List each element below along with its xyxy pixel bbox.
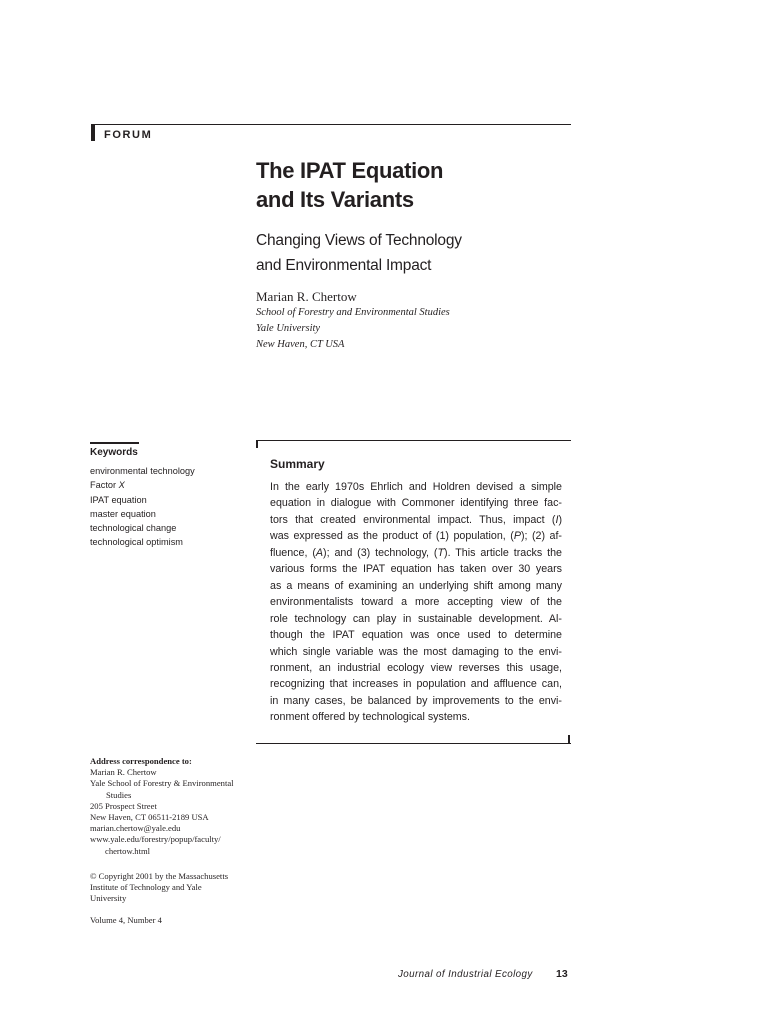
footer-journal-name: Journal of Industrial Ecology [398,969,533,980]
summary-heading: Summary [270,457,325,471]
title-line: The IPAT Equation [256,158,444,183]
page-number: 13 [556,968,568,980]
summary-bottom-rule [256,743,571,744]
section-label: FORUM [104,129,153,141]
keyword-text: Factor X [90,480,125,491]
summary-bottom-tick [568,735,570,744]
summary-line: equation in dialogue with Commoner identifying three fac- [270,497,562,510]
forum-rule [91,124,571,125]
author-block [256,288,576,353]
address-line: Yale School of Forestry & Environmental [90,778,234,789]
address-block [90,756,260,927]
forum-marker-bar [91,124,95,141]
author-affiliation: School of Forestry and Environmental Studies [256,307,450,318]
summary-line: as a means of examining an underlying shift among many [270,579,562,592]
subtitle-line: and Environmental Impact [256,256,432,274]
author-name: Marian R. Chertow [256,289,357,304]
keyword-item: technological change [90,523,177,534]
summary-top-tick [256,440,258,448]
summary-line: recognizing that increases in population and affluence can, [270,678,562,691]
summary-line: in many cases, be balanced by improvements to the envi- [270,694,562,707]
keyword-item: master equation [90,508,156,519]
summary-line: ronment offered by technological systems. [270,711,470,724]
copyright-block [90,871,260,905]
keyword-item [90,478,195,492]
address-line: Studies [106,789,132,800]
email-link[interactable]: marian.chertow@yale.edu [90,823,181,834]
copyright-line: © Copyright 2001 by the Massachusetts [90,870,229,881]
article-subtitle [256,229,576,278]
summary-line: In the early 1970s Ehrlich and Holdren devised a simple [270,481,562,493]
summary-line: ronment, an industrial ecology view reverses this usage, [270,661,562,674]
subtitle-line: Changing Views of Technology [256,232,462,249]
author-affiliation: New Haven, CT USA [256,339,345,350]
summary-line: environmentalists toward a more accepting view of the [270,596,562,609]
author-affiliation: Yale University [256,323,321,334]
summary-line: fluence, (A); and (3) technology, (T). This article tracks the [270,546,562,559]
address-line: New Haven, CT 06511-2189 USA [90,812,209,823]
keywords-rule [90,442,139,444]
copyright-line: University [90,893,127,904]
keywords-heading: Keywords [90,447,138,458]
address-line: Marian R. Chertow [90,767,157,778]
summary-line: was expressed as the product of (1) population, (P); (2) af- [270,530,562,543]
summary-line: tors that created environmental impact. Thus, impact (I) [270,513,562,526]
keyword-item: environmental technology [90,466,195,476]
summary-line: various forms the IPAT equation has taken over 30 years [270,563,562,576]
copyright-line: Institute of Technology and Yale [90,882,202,893]
summary-top-rule [256,440,571,441]
summary-body [270,479,562,726]
address-heading: Address correspondence to: [90,756,192,766]
summary-line: though the IPAT equation was once used to determine [270,629,562,642]
keyword-item: technological optimism [90,537,183,548]
volume-info: Volume 4, Number 4 [90,915,162,926]
keyword-item: IPAT equation [90,494,147,505]
summary-line: role technology can play in sustainable development. Al- [270,612,562,625]
web-link[interactable]: www.yale.edu/forestry/popup/faculty/ [90,834,221,845]
article-title [256,156,576,214]
summary-line: which single variable was the most damaging to the envi- [270,645,562,658]
web-link-continuation[interactable]: chertow.html [105,845,151,856]
title-line: and Its Variants [256,187,414,212]
address-line: 205 Prospect Street [90,800,157,811]
keywords-list [90,464,195,550]
